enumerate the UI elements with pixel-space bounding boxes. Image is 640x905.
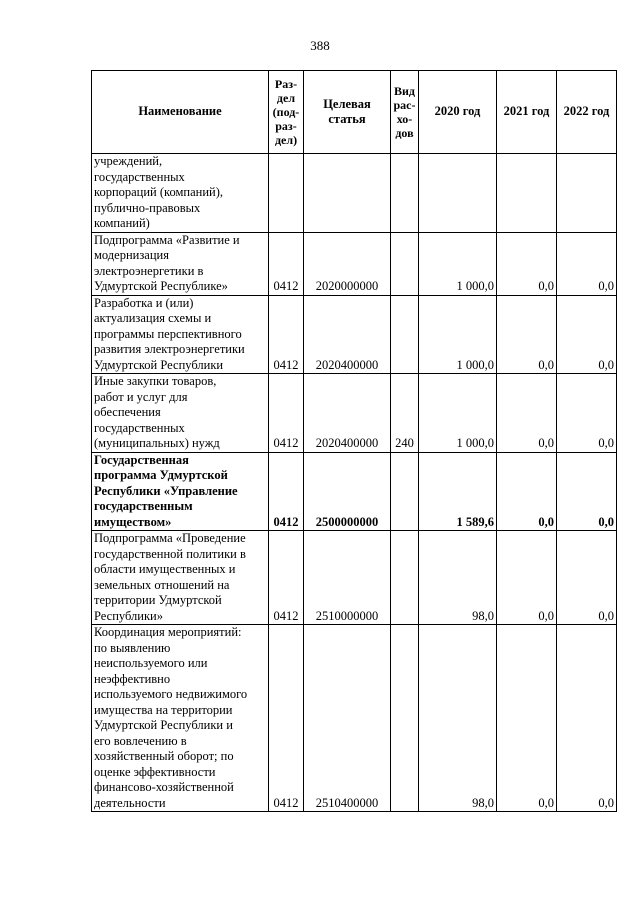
row-2020: 1 000,0 xyxy=(419,374,497,453)
row-target: 2510000000 xyxy=(304,531,391,625)
row-name: Подпрограмма «Проведение государственной политики в области имущественных и земельных отношений на территории Удмуртской Республики» xyxy=(92,531,269,625)
header-target: Целевая статья xyxy=(304,71,391,154)
row-section: 0412 xyxy=(269,295,304,374)
row-2021 xyxy=(497,154,557,233)
row-2022: 0,0 xyxy=(557,531,617,625)
row-2020: 1 000,0 xyxy=(419,232,497,295)
row-section: 0412 xyxy=(269,625,304,812)
row-name: Разработка и (или) актуализация схемы и программы перспективного развития электроэнергетики Удмуртской Республики xyxy=(92,295,269,374)
row-kind xyxy=(391,154,419,233)
row-2021: 0,0 xyxy=(497,295,557,374)
row-target: 2020000000 xyxy=(304,232,391,295)
header-section: Раз- дел (под- раз- дел) xyxy=(269,71,304,154)
row-name: Подпрограмма «Развитие и модернизация электроэнергетики в Удмуртской Республике» xyxy=(92,232,269,295)
row-name: Государственная программа Удмуртской Республики «Управление государственным имуществом» xyxy=(92,452,269,531)
row-target: 2020400000 xyxy=(304,374,391,453)
row-name: Иные закупки товаров, работ и услуг для обеспечения государственных (муниципальных) нужд xyxy=(92,374,269,453)
header-kind: Вид рас- хо- дов xyxy=(391,71,419,154)
row-2021: 0,0 xyxy=(497,531,557,625)
row-2020: 98,0 xyxy=(419,625,497,812)
header-2021: 2021 год xyxy=(497,71,557,154)
row-kind xyxy=(391,625,419,812)
row-2021: 0,0 xyxy=(497,625,557,812)
row-kind xyxy=(391,452,419,531)
row-2022: 0,0 xyxy=(557,232,617,295)
row-2020: 98,0 xyxy=(419,531,497,625)
row-2020: 1 000,0 xyxy=(419,295,497,374)
row-2022: 0,0 xyxy=(557,295,617,374)
row-target: 2510400000 xyxy=(304,625,391,812)
header-row xyxy=(92,71,617,154)
row-section: 0412 xyxy=(269,232,304,295)
table-row xyxy=(92,232,617,295)
row-2020: 1 589,6 xyxy=(419,452,497,531)
row-2022: 0,0 xyxy=(557,625,617,812)
row-kind xyxy=(391,531,419,625)
row-2021: 0,0 xyxy=(497,452,557,531)
page-number: 388 xyxy=(310,38,330,53)
budget-table xyxy=(91,70,617,812)
row-name: Координация мероприятий: по выявлению неиспользуемого или неэффективно используемого недвижимого имущества на территории Удмуртской Республики и его вовлечению в хозяйственный оборот; по оценке эффективности финансово-хозяйственной деятельности xyxy=(92,625,269,812)
table-row xyxy=(92,531,617,625)
header-2020: 2020 год xyxy=(419,71,497,154)
row-2022 xyxy=(557,154,617,233)
row-2020 xyxy=(419,154,497,233)
row-2021: 0,0 xyxy=(497,374,557,453)
row-section: 0412 xyxy=(269,374,304,453)
row-kind xyxy=(391,295,419,374)
table-row xyxy=(92,374,617,453)
row-kind: 240 xyxy=(391,374,419,453)
header-name: Наименование xyxy=(92,71,269,154)
row-2022: 0,0 xyxy=(557,452,617,531)
table-row xyxy=(92,295,617,374)
row-name: учреждений, государственных корпораций (компаний), публично-правовых компаний) xyxy=(92,154,269,233)
row-section xyxy=(269,154,304,233)
row-section: 0412 xyxy=(269,531,304,625)
row-target: 2020400000 xyxy=(304,295,391,374)
row-section: 0412 xyxy=(269,452,304,531)
row-2022: 0,0 xyxy=(557,374,617,453)
row-target xyxy=(304,154,391,233)
table-row xyxy=(92,625,617,812)
header-2022: 2022 год xyxy=(557,71,617,154)
row-kind xyxy=(391,232,419,295)
table-row xyxy=(92,154,617,233)
row-2021: 0,0 xyxy=(497,232,557,295)
row-target: 2500000000 xyxy=(304,452,391,531)
table-row xyxy=(92,452,617,531)
